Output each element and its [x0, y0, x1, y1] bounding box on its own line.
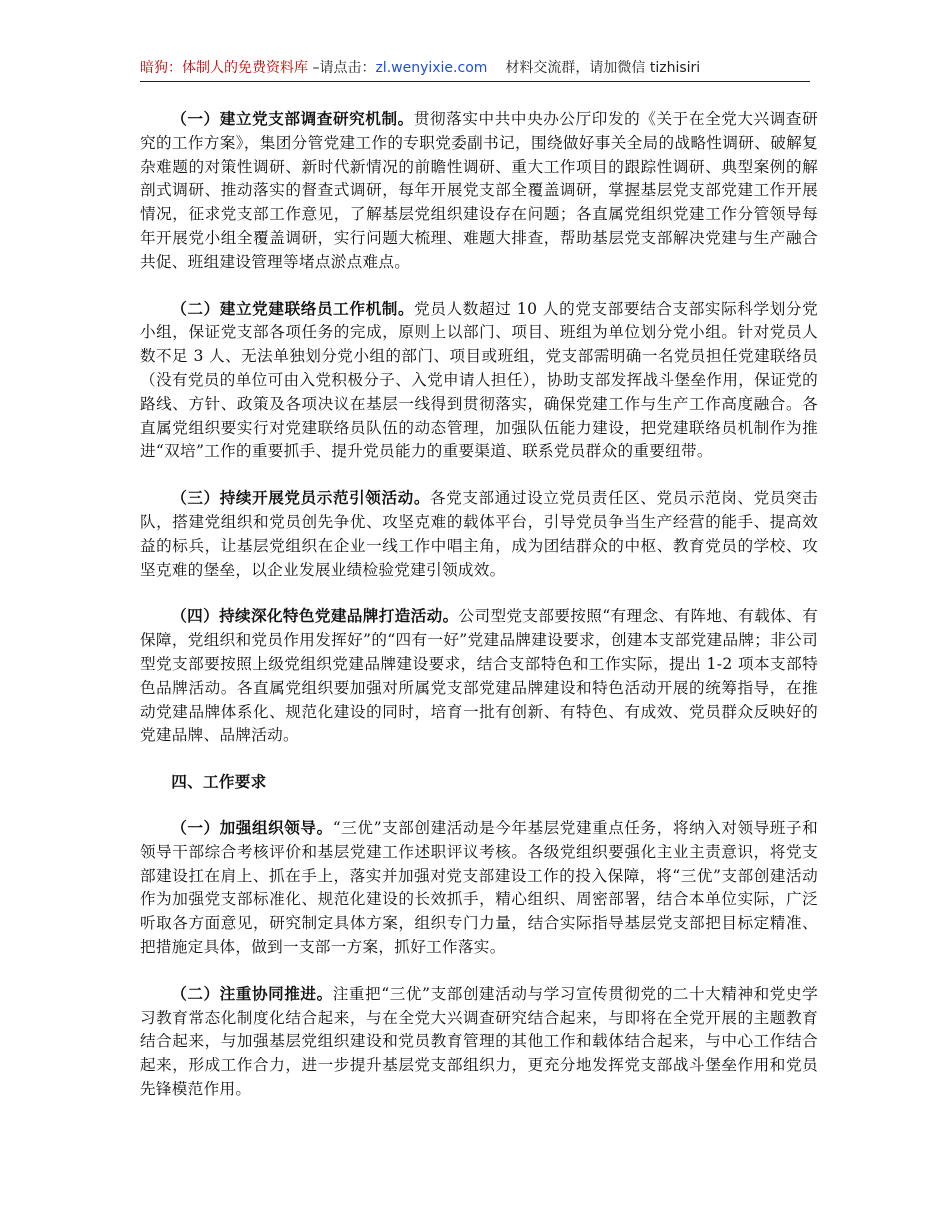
paragraph-title: （四）持续深化特色党建品牌打造活动。 — [171, 607, 459, 626]
paragraph-title: （一）加强组织领导。 — [171, 818, 333, 837]
paragraph-coordinated-promotion — [140, 983, 818, 1102]
paragraph-body: 公司型党支部要按照“有理念、有阵地、有载体、有保障，党组织和党员作用发挥好”的“四有一好”党建品牌建设要求，创建本支部党建品牌；非公司型党支部要按照上级党组织党建品牌建设要求，结合支部特色和工作实际，提出 1-2 项本支部特色品牌活动。各直属党组织要加强对所属党支部党建品牌建设和特色活动开展的统筹指导，在推动党建品牌体系化、规范化建设的同时，培育一批有创新、有特色、有成效、党员群众反映好的党建品牌、品牌活动。 — [140, 607, 818, 745]
paragraph-liaison-mechanism — [140, 298, 818, 465]
header-contact: 材料交流群，请加微信 tizhisiri — [505, 60, 701, 76]
paragraph-body: “三优”支部创建活动是今年基层党建重点任务，将纳入对领导班子和领导干部综合考核评价和基层党建工作述职评议考核。各级党组织要强化主业主责意识，将党支部建设扛在肩上、抓在手上，落实并加强对党支部建设工作的投入保障，将“三优”支部创建活动作为加强党支部标准化、规范化建设的长效抓手，精心组织、周密部署，结合本单位实际，广泛听取各方面意见，研究制定具体方案，组织专门力量，结合实际指导基层党支部把目标定精准、把措施定具体，做到一支部一方案，抓好工作落实。 — [140, 818, 818, 956]
header-brand: 暗狗：体制人的免费资料库 — [140, 60, 308, 76]
paragraph-title: （二）注重协同推进。 — [171, 984, 333, 1003]
paragraph-body: 党员人数超过 10 人的党支部要结合支部实际科学划分党小组，保证党支部各项任务的完成，原则上以部门、项目、班组为单位划分党小组。针对党员人数不足 3 人、无法单独划分党小组的部门、项目或班组，党支部需明确一名党员担任党建联络员（没有党员的单位可由入党积极分子、入党申请人担任），协助支部发挥战斗堡垒作用，保证党的路线、方针、政策及各项决议在基层一线得到贯彻落实，确保党建工作与生产工作高度融合。各直属党组织要实行对党建联络员队伍的动态管理，加强队伍能力建设，把党建联络员机制作为推进“双培”工作的重要抓手、提升党员能力的重要渠道、联系党员群众的重要纽带。 — [140, 299, 818, 461]
paragraph-body: 注重把“三优”支部创建活动与学习宣传贯彻党的二十大精神和党史学习教育常态化制度化结合起来，与在全党大兴调查研究结合起来，与即将在全党开展的主题教育结合起来，与加强基层党组织建设和党员教育管理的其他工作和载体结合起来，与中心工作结合起来，形成工作合力，进一步提升基层党支部组织力，更充分地发挥党支部战斗堡垒作用和党员先锋模范作用。 — [140, 984, 818, 1098]
paragraph-body: 贯彻落实中共中央办公厅印发的《关于在全党大兴调查研究的工作方案》，集团分管党建工作的专职党委副书记，围绕做好事关全局的战略性调研、破解复杂难题的对策性调研、新时代新情况的前瞻性调研、重大工作项目的跟踪性调研、典型案例的解剖式调研、推动落实的督查式调研，每年开展党支部全覆盖调研，掌握基层党支部党建工作开展情况，征求党支部工作意见，了解基层党组织建设存在问题；各直属党组织党建工作分管领导每年开展党小组全覆盖调研，实行问题大梳理、难题大排查，帮助基层党支部解决党建与生产融合共促、班组建设管理等堵点淤点难点。 — [140, 110, 818, 271]
header-click-prompt: –请点击： — [308, 60, 376, 76]
paragraph-brand-building — [140, 605, 818, 748]
paragraph-title: （二）建立党建联络员工作机制。 — [171, 299, 415, 318]
paragraph-member-demonstration — [140, 487, 818, 582]
paragraph-body: 各党支部通过设立党员责任区、党员示范岗、党员突击队，搭建党组织和党员创先争优、攻坚克难的载体平台，引导党员争当生产经营的能手、提高效益的标兵，让基层党组织在企业一线工作中唱主角，成为团结群众的中枢、教育党员的学校、攻坚克难的堡垒，以企业发展业绩检验党建引领成效。 — [140, 489, 818, 579]
paragraph-title: （一）建立党支部调查研究机制。 — [171, 110, 414, 128]
paragraph-investigation-mechanism — [140, 108, 818, 275]
document-body — [140, 108, 818, 1125]
section-heading: 四、工作要求 — [171, 773, 267, 792]
page-header — [140, 57, 810, 82]
paragraph-organizational-leadership — [140, 817, 818, 960]
header-url-link[interactable]: zl.wenyixie.com — [375, 60, 488, 76]
paragraph-title: （三）持续开展党员示范引领活动。 — [171, 489, 431, 508]
